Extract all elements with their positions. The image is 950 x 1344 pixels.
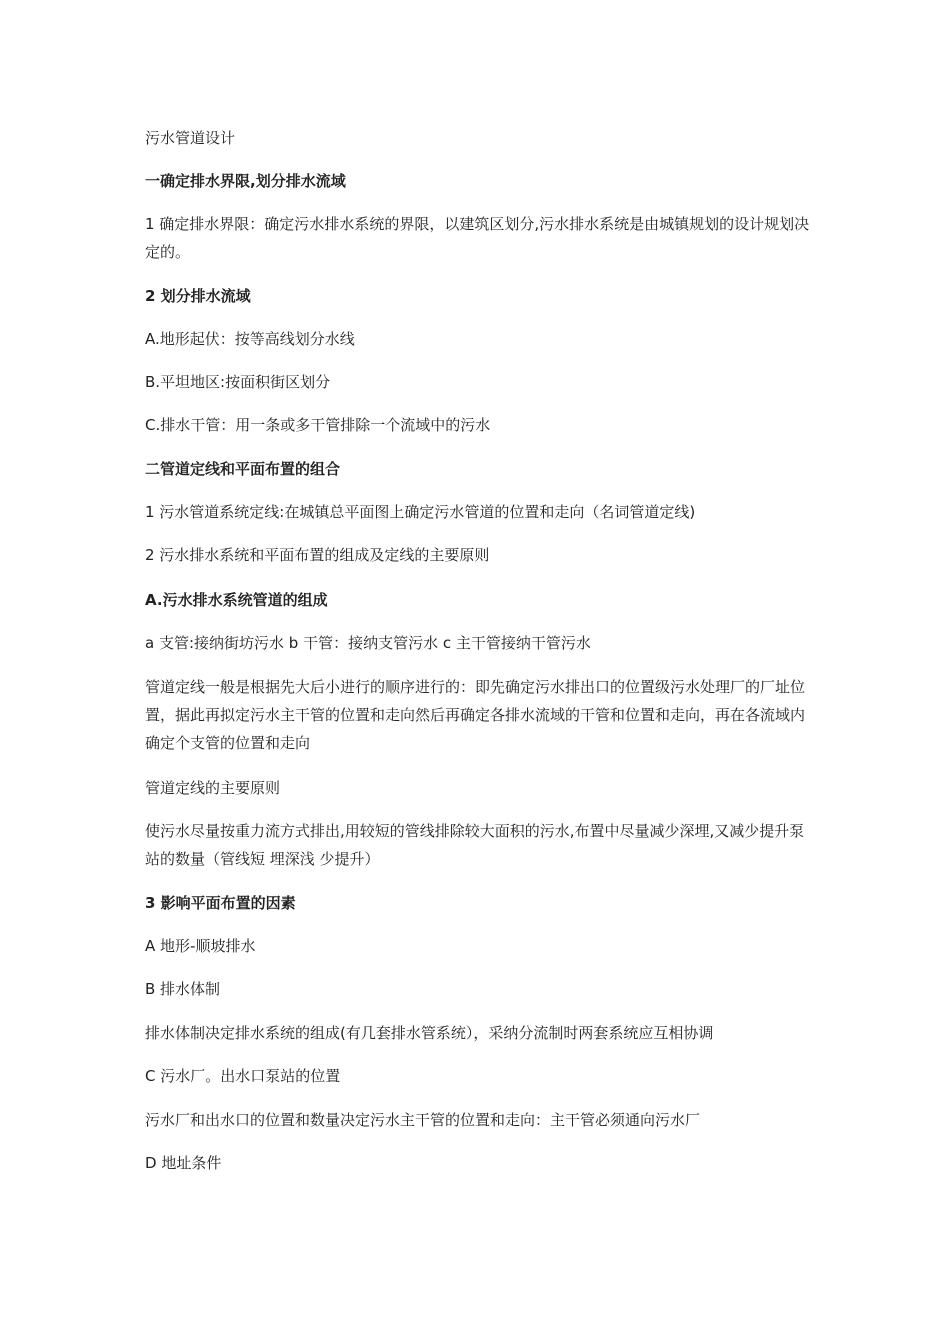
list-item: C.排水干管：用一条或多干管排除一个流域中的污水 bbox=[145, 416, 491, 434]
heading-1: 一确定排水界限,划分排水流域 bbox=[145, 172, 346, 190]
paragraph: 2 污水排水系统和平面布置的组成及定线的主要原则 bbox=[145, 546, 490, 564]
paragraph: 1 确定排水界限：确定污水排水系统的界限，以建筑区划分,污水排水系统是由城镇规划的设计规划决定的。 bbox=[145, 215, 810, 261]
heading-1: 二管道定线和平面布置的组合 bbox=[145, 460, 341, 478]
list-item: B.平坦地区:按面积街区划分 bbox=[145, 373, 331, 391]
paragraph: 1 污水管道系统定线:在城镇总平面图上确定污水管道的位置和走向（名词管道定线) bbox=[145, 503, 696, 521]
heading-2: 2 划分排水流域 bbox=[145, 287, 251, 305]
heading-2: A.污水排水系统管道的组成 bbox=[145, 591, 328, 609]
list-item: A 地形-顺坡排水 bbox=[145, 937, 256, 955]
paragraph: 管道定线一般是根据先大后小进行的顺序进行的：即先确定污水排出口的位置级污水处理厂的厂址位置，据此再拟定污水主干管的位置和走向然后再确定各排水流域的干管和位置和走向，再在各流域内确定个支管的位置和走向 bbox=[145, 678, 806, 752]
list-item: D 地址条件 bbox=[145, 1154, 222, 1172]
heading-2: 3 影响平面布置的因素 bbox=[145, 894, 296, 912]
list-item: A.地形起伏：按等高线划分水线 bbox=[145, 330, 355, 348]
list-item: C 污水厂。出水口泵站的位置 bbox=[145, 1067, 341, 1085]
paragraph: a 支管:接纳街坊污水 b 干管：接纳支管污水 c 主干管接纳干管污水 bbox=[145, 634, 591, 652]
paragraph: 管道定线的主要原则 bbox=[145, 779, 281, 797]
paragraph: 污水厂和出水口的位置和数量决定污水主干管的位置和走向：主干管必须通向污水厂 bbox=[145, 1111, 701, 1129]
list-item: B 排水体制 bbox=[145, 980, 221, 998]
paragraph: 使污水尽量按重力流方式排出,用较短的管线排除较大面积的污水,布置中尽量减少深埋,又减少提升泵站的数量（管线短 埋深浅 少提升） bbox=[145, 822, 805, 868]
document-title: 污水管道设计 bbox=[145, 129, 236, 147]
paragraph: 排水体制决定排水系统的组成(有几套排水管系统），采纳分流制时两套系统应互相协调 bbox=[145, 1024, 714, 1042]
